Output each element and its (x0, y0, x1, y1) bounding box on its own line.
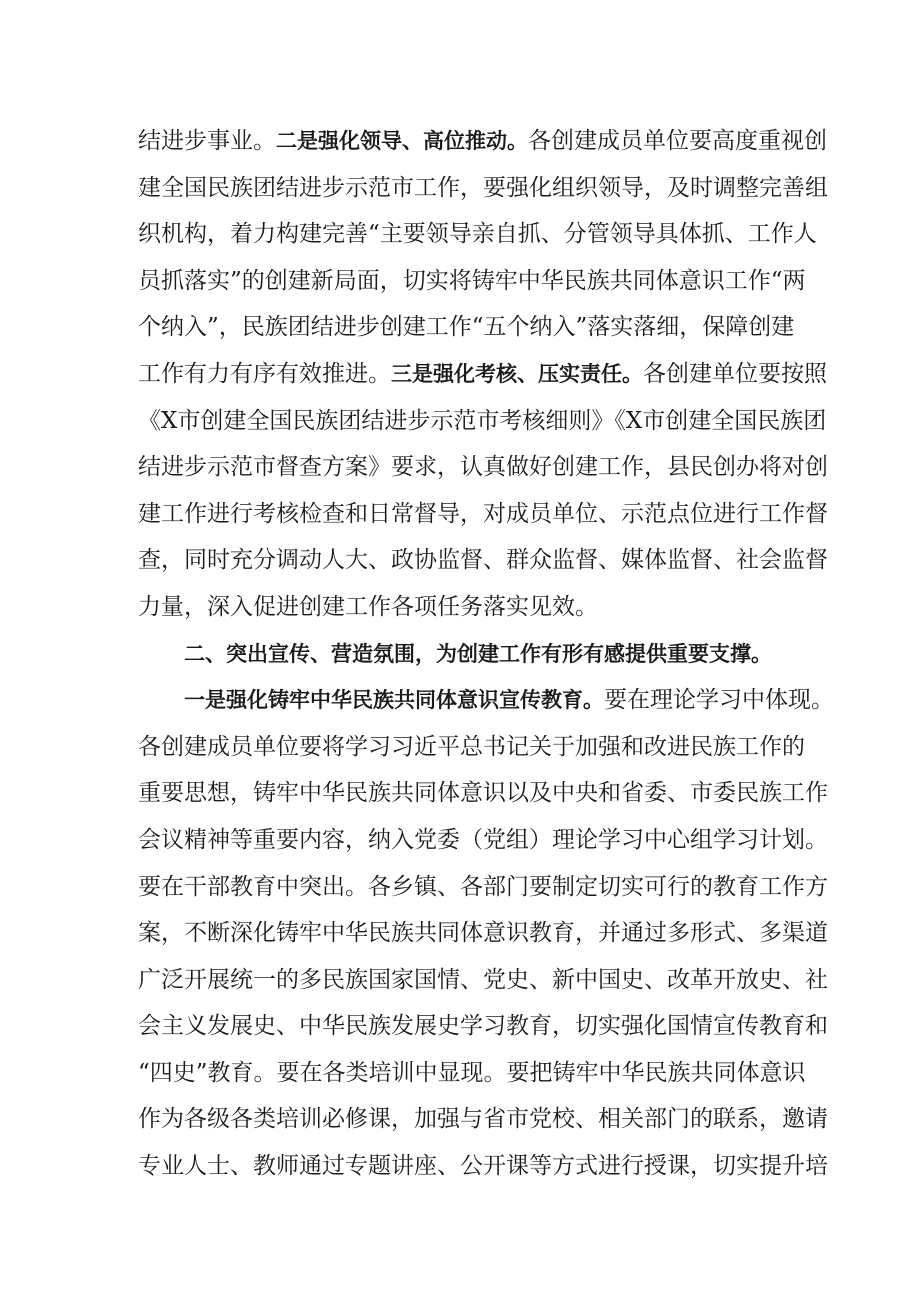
text-run: 二、突出宣传、营造氛围，为创建工作有形有感提供重要支撑。 (184, 641, 772, 666)
text-run: 建全国民族团结进步示范市工作，要强化组织领导，及时调整完善组 (138, 174, 828, 201)
text-line (138, 910, 828, 957)
text-line (138, 1003, 828, 1050)
text-run: 工作有力有序有效推进。 (138, 360, 391, 387)
text-line (138, 398, 827, 445)
text-run: 要在理论学习中体现。 (604, 687, 834, 714)
text-line (138, 444, 828, 491)
text-line (138, 351, 827, 398)
text-line (138, 165, 828, 212)
text-run: 结进步示范市督查方案》要求，认真做好创建工作，县民创办将对创 (138, 454, 828, 481)
text-line (138, 1096, 828, 1143)
text-line (138, 864, 828, 911)
bold-phrase: 一是强化铸牢中华民族共同体意识宣传教育。 (184, 688, 604, 713)
text-line (138, 631, 788, 678)
text-line (138, 1050, 806, 1097)
paragraph (138, 677, 834, 1190)
text-line (138, 211, 817, 258)
paragraph (138, 118, 828, 631)
text-run: 个纳入”，民族团结进步创建工作“五个纳入”落实落细，保障创建 (138, 314, 795, 341)
text-run: 案，不断深化铸牢中华民族共同体意识教育，并通过多形式、多渠道 (138, 920, 828, 947)
text-run: 广泛开展统一的多民族国家国情、党史、新中国史、改革开放史、社 (138, 966, 828, 993)
section-heading (138, 631, 788, 678)
document-page (138, 118, 834, 1190)
text-run: 各创建成员单位要将学习习近平总书记关于加强和改进民族工作的 (138, 733, 805, 760)
text-run: 专业人士、教师通过专题讲座、公开课等方式进行授课，切实提升培 (138, 1153, 828, 1180)
text-line (138, 304, 795, 351)
text-run: 《X市创建全国民族团结进步示范市考核细则》《X市创建全国民族团 (138, 407, 827, 434)
text-run: 各创建成员单位要高度重视创 (528, 128, 827, 154)
text-line (138, 957, 828, 1004)
text-line (138, 677, 834, 724)
text-line (138, 584, 788, 631)
text-run: 查，同时充分调动人大、政协监督、群众监督、媒体监督、社会监督 (138, 547, 828, 574)
text-line (138, 491, 828, 538)
text-line (138, 258, 806, 305)
text-line (138, 1143, 828, 1190)
bold-phrase: 二是强化领导、高位推动。 (276, 129, 528, 153)
text-line (138, 817, 828, 864)
text-run: 各创建单位要按照 (643, 360, 827, 387)
text-run: “四史”教育。要在各类培训中显现。要把铸牢中华民族共同体意识 (138, 1059, 806, 1086)
text-run: 会主义发展史、中华民族发展史学习教育，切实强化国情宣传教育和 (138, 1013, 828, 1040)
text-run: 力量，深入促进创建工作各项任务落实见效。 (138, 593, 598, 620)
text-line (138, 724, 805, 771)
text-run: 重要思想，铸牢中华民族共同体意识以及中央和省委、市委民族工作 (138, 780, 828, 807)
text-run: 作为各级各类培训必修课，加强与省市党校、相关部门的联系，邀请 (138, 1106, 828, 1133)
text-run: 员抓落实”的创建新局面，切实将铸牢中华民族共同体意识工作“两 (138, 267, 806, 294)
text-run: 要在干部教育中突出。各乡镇、各部门要制定切实可行的教育工作方 (138, 873, 828, 900)
text-line (138, 537, 828, 584)
text-line (138, 770, 828, 817)
bold-phrase: 三是强化考核、压实责任。 (391, 361, 643, 386)
text-run: 建工作进行考核检查和日常督导，对成员单位、示范点位进行工作督 (138, 500, 828, 527)
text-run: 织机构，着力构建完善“主要领导亲自抓、分管领导具体抓、工作人 (138, 221, 817, 248)
text-run: 结进步事业。 (138, 128, 276, 154)
text-run: 会议精神等重要内容，纳入党委（党组）理论学习中心组学习计划。 (138, 826, 828, 853)
text-line (138, 118, 827, 165)
